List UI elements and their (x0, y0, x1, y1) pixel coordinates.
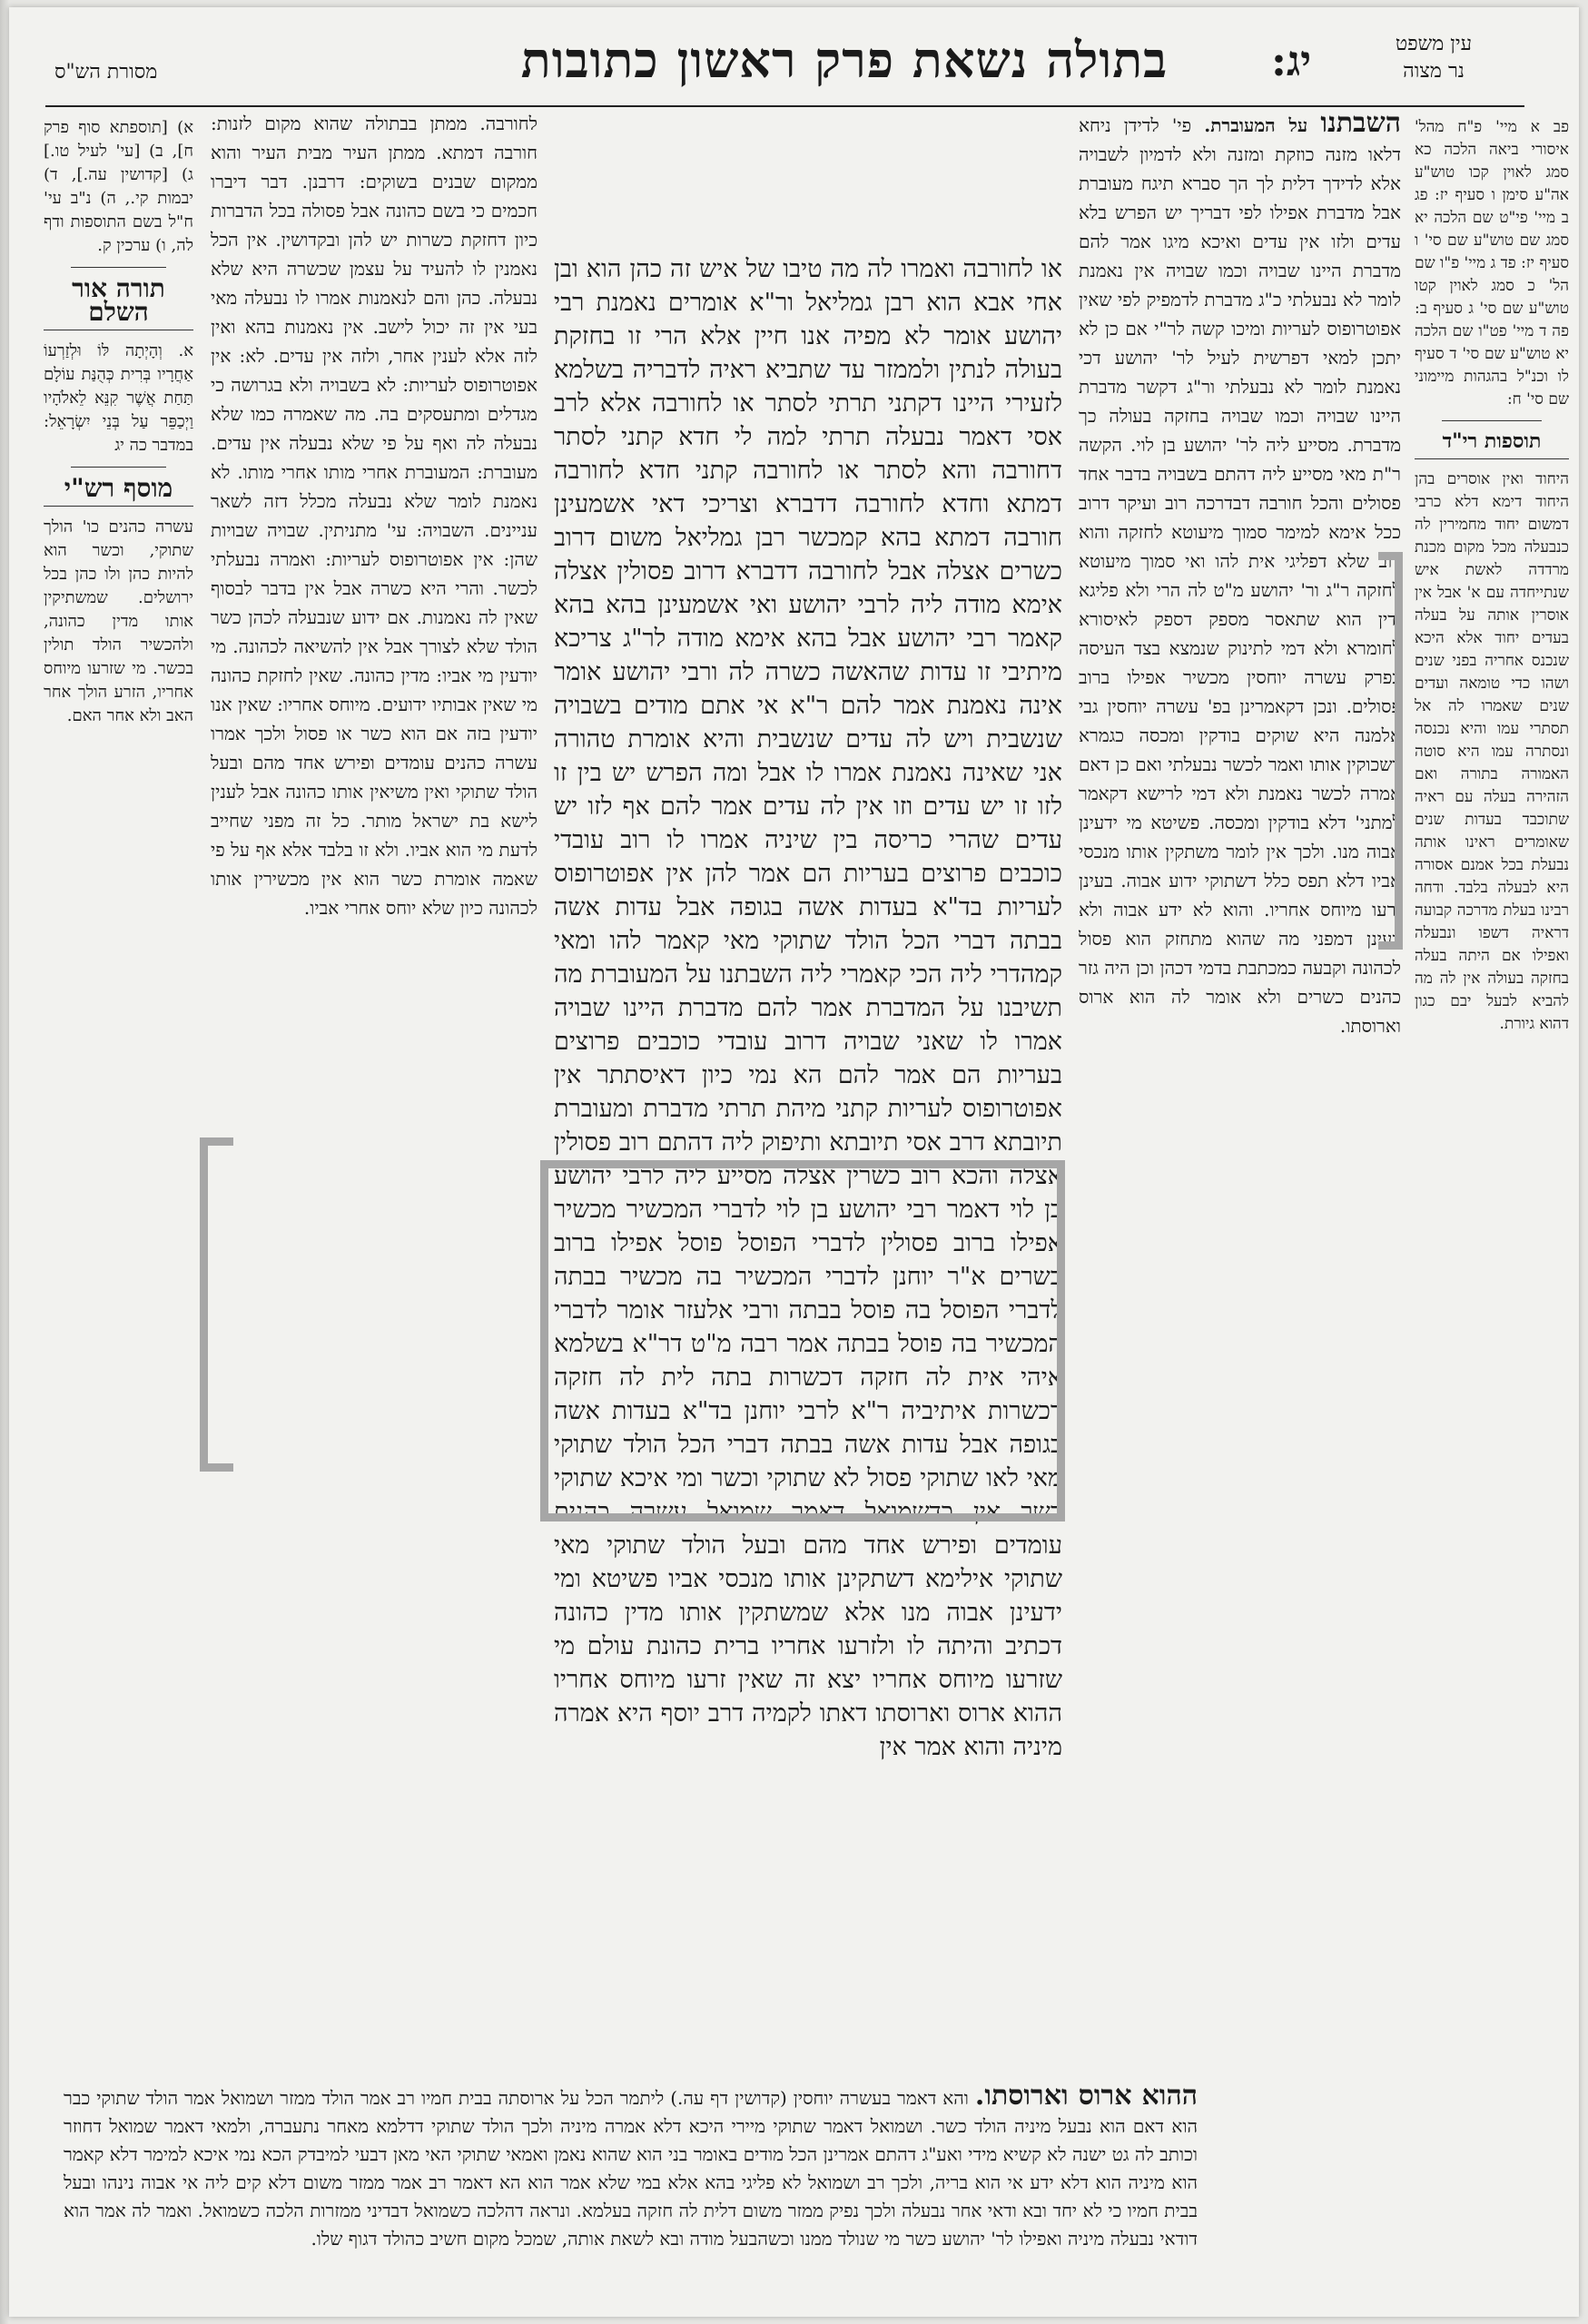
divider (71, 267, 166, 268)
ein-mishpat-text: פב א מיי' פ"ח מהל' איסורי ביאה הלכה כא סמג לאוין קכו טוש"ע אה"ע סימן ו סעיף יז: פג ב מיי' פי"ט שם הלכה יא סמג שם טוש"ע שם סי' ו סעיף יז: פד ג מיי' פ"ו שם הל' כ סמג לאוין קטו טוש"ע שם סי' ג סעיף ב: פה ד מיי' פט"ו שם הלכה יא טוש"ע שם סי' ד סעיף לו וכנ"ל בהגהות מיימוני שם סי' ח: (1415, 118, 1569, 409)
bottom-commentary (64, 2082, 1198, 2253)
right-margin-column (1415, 116, 1569, 2068)
gemara-column (554, 252, 1062, 2059)
commentary-lead-rest: על המעוברת. (1204, 114, 1308, 136)
highlight-box-gemara (540, 1160, 1065, 1521)
page-title: בתולה נשאת פרק ראשון כתובות (520, 31, 1169, 89)
page-header (45, 24, 1524, 107)
commentary-left-column (211, 109, 538, 2061)
torah-or-text: א. וְהָיְתָה לּוֹ וּלְזַרְעוֹ אַחֲרָיו בְּרִית כְּהֻנַּת עוֹלָם תַּחַת אֲשֶׁר קִנֵּא לֵאלֹהָיו וַיְכַפֵּר עַל בְּנֵי יִשְׂרָאֵל: במדבר כה יג (44, 341, 193, 455)
commentary-right-column (1079, 109, 1401, 2061)
ein-mishpat-label-line1: עין משפט (1395, 33, 1473, 55)
masoret-label: מסורת הש"ס (54, 61, 158, 84)
ein-mishpat-label-line2: נר מצוה (1403, 60, 1465, 83)
commentary-left-text: לחורבה. ממתן בבתולה שהוא מקום לזנות: חורבה דמתא. ממתן העיר מבית העיר והוא ממקום שבנים בשוקים: דרבנן. דבר דיברו חכמים כי בשם כהונה אבל פסולה בכל הדברות כיון דחזקת כשרות יש להן ובקדושין. אין הכל נאמנין לו להעיד על עצמן שכשרה היא שלא נבעלה. כהן והם לנאמנות אמרו לו נבעלה מאי בעי אין זה יכול לישב. אין נאמנות בהא ואין לזה אלא לענין אחר, ולזה אין עדים. לא: אין אפוטרופוס לעריות: לא בשבויה ולא בגרושה כי מגדלים ומתעסקים בה. מה שאמרה כמו שלא נבעלה לה ואף על פי שלא נבעלה אין עדים. מעוברת: המעוברת אחרי מותו אחרי מותו. לא נאמנת לומר שלא נבעלה מכלל דזה לשאר עניינים. השבויה: עי' מתניתין. שבויה שבויות שהן: אין אפוטרופוס לעריות: ואמרה נבעלתי לכשר. והרי היא כשרה אבל אין בדבר לבסוף שאין לה נאמנות. אם ידוע שנבעלה לכהן כשר הולד שלא לצורך אבל אין להשיאה לכהונה. מי יודעין מי אביו: מדין כהונה. שאין לחזקת כהונה מי שאין אבותיו ידועים. מיוחס אחריו: שאין אנו יודעין בזה אם הוא כשר או פסול ולכך אמרו עשרה כהנים עומדים ופירש אחד מהם ובעל הולד שתוקי ואין משיאין אותו כהונה אבל לענין לישא בת ישראל מותר. כל זה מפני שחייב לדעת מי הוא אביו. ולא זו בלבד אלא אף על פי שאמה אומרת כשר הוא אין מכשירין אותו לכהונה כיון שלא יוחס אחרי אביו. (211, 113, 538, 919)
folio-number: יג: (1271, 36, 1312, 85)
divider (71, 467, 166, 468)
tosafot-rid-text: היחוד ואין אוסרים בהן היחוד דימא דלא כרבי דמשום יחוד מחמירין לה כנבעלה מכל מקום מכנת מרדדה לאשת איש שנתייחדה עם א' אבל אין אוסרין אותה על בעלה בעדים יחוד אלא היכא שנכנס אחריה בפני שנים ושהו כדי טומאה ועדים שנים שאמרו לה אל תסתרי עמו והיא נכנסה ונסתרה עמו היא סוטה האמורה בתורה ואם הזהירה בעלה עם ראיה שתוכבד בעדות שנים שאומרים ראינו אותה נבעלת בכל אמנם אסורה היא לבעלה בלבד. ודחה רבינו בעלת מדרכה קבועה דראיה דשפו ונבעלה ואפילו אם היתה בעלה בחזקה בעולה אין לה מה להביא לבעל יבם כגון דהוא גיורת. (1415, 470, 1569, 1033)
bottom-commentary-lead: ההוא ארוס וארוסתו. (974, 2080, 1198, 2112)
highlight-bracket-right (1378, 552, 1403, 950)
page-edge-shadow (0, 0, 9, 2324)
masoret-hashas-text: א) [תוספתא סוף פרק ח], ב) [עי' לעיל טו.] ג) [קדושין עה.], ד) יבמות קי., ה) נ"ב עי' ח"ל בשם התוספות ודף לה, ו) ערכין ק. (44, 118, 193, 255)
divider (1442, 420, 1542, 421)
commentary-lead-word: השבתנו (1320, 109, 1401, 139)
torah-or-title: תורה אור השלם (44, 277, 193, 330)
musaf-rashi-text: עשרה כהנים כו' הולך שתוקי, וכשר הוא להיות כהן ולו כהן בכל ירושלים. שמשתיקין אותו מדין כהונה, ולהכשיר הולד תולין בכשר. מי שזרעו מיוחס אחריו, הזרע הולך אחר האב ולא אחר האם. (44, 517, 193, 725)
highlight-bracket-left (200, 1137, 233, 1472)
gemara-text: או לחורבה ואמרו לה מה טיבו של איש זה כהן הוא ובן אחי אבא הוא רבן גמליאל ור"א אומרים נאמנת רבי יהושע אומר לא מפיה אנו חיין אלא הרי זו בחזקת בעולה לנתין ולממזר עד שתביא ראיה לדבריה בשלמא לזעירי היינו דקתני תרתי לסתר או לחורבה אלא לרב אסי דאמר נבעלה תרתי למה לי חדא קתני לסתר דחורבה והא לסתר או לחורבה קתני חדא לחורבה דמתא וחדא לחורבה דדברא וצריכי דאי אשמעינן חורבה דמתא בהא קמכשר רבן גמליאל משום דרוב כשרים אצלה אבל לחורבה דדברא דרוב פסולין אצלה אימא מודה ליה לרבי יהושע ואי אשמעינן בהא בהא קאמר רבי יהושע אבל בהא אימא מודה לר"ג צריכא מיתיבי זו עדות שהאשה כשרה לה ורבי יהושע אומר אינה נאמנת אמר להם ר"א אי אתם מודים בשבויה שנשבית ויש לה עדים שנשבית והיא אומרת טהורה אני שאינה נאמנת אמרו לו אבל ומה הפרש יש בין זו לזו זו יש עדים וזו אין לה עדים אמר להם אף לזו יש עדים שהרי כריסה בין שיניה אמרו לו רוב עובדי כוכבים פרוצים בעריות הם אמר להן אין אפוטרופוס לעריות בד"א בעדות אשה בגופה אבל עדות אשה בבתה דברי הכל הולד שתוקי מאי קאמר להו ומאי קמהדרי ליה הכי קאמרי ליה השבתנו על המעוברת מה תשיבנו על המדברת אמר להם מדברת היינו שבויה אמרו לו שאני שבויה דרוב עובדי כוכבים פרוצים בעריות הם אמר להם הא נמי כיון דאיסתתר אין אפוטרופוס לעריות קתני מיהת תרתי מדברת ומעוברת תיובתא דרב אסי תיובתא ותיפוק ליה דהתם רוב פסולין אצלה והכא רוב כשרין אצלה מסייע ליה לרבי יהושע בן לוי דאמר רבי יהושע בן לוי לדברי המכשיר מכשיר אפילו ברוב פסולין לדברי הפוסל פוסל אפילו ברוב כשרים א"ר יוחנן לדברי המכשיר בה מכשיר בבתה לדברי הפוסל בה פוסל בבתה ורבי אלעזר אומר לדברי המכשיר בה פוסל בבתה אמר רבה מ"ט דר"א בשלמא איהי אית לה חזקה דכשרות בתה לית לה חזקה דכשרות איתיביה ר"א לרבי יוחנן בד"א בעדות אשה בגופה אבל עדות אשה בבתה דברי הכל הולד שתוקי מאי לאו שתוקי פסול לא שתוקי וכשר ומי איכא שתוקי כשר אין כדשמואל דאמר שמואל עשרה כהנים עומדים ופירש אחד מהם ובעל הולד שתוקי מאי שתוקי אילימא דשתקינן אותו מנכסי אביו פשיטא ומי ידעינן אבוה מנו אלא שמשתקין אותו מדין כהונה דכתיב והיתה לו ולזרעו אחריו ברית כהונת עולם מי שזרעו מיוחס אחריו יצא זה שאין זרעו מיוחס אחריו ההוא ארוס וארוסתו דאתו לקמיה דרב יוסף היא אמרה מיניה והוא אמר אין (554, 255, 1062, 1761)
commentary-right-text: פי' לדידן ניחא דלאו מזנה כוזקת ומזנה ולא לדמיון לשבויה אלא לדידך דלית לך הך סברא תיגח מעוברת אבל מדברת אפילו לפי דבריך יש הפרש בלא עדים ולזו אין עדים ואיכא מיגו אמר להם מדברת היינו שבויה וכמו שבויה אין נאמנת לומר לא נבעלתי כ"ג מדברת לדמפיק לפי שאין אפוטרופוס לעריות ומיכו קשה לר"י אם כן לא יתכן למאי דפרשית לעיל לר' יהושע דכי נאמנת לומר לא נבעלתי ור"ג דקשר מדברת היינו שבויה וכמו שבויה בחזקה בעולה כך מדברת. מסייע ליה לר' יהושע בן לוי. הקשה ר"ת מאי מסייע ליה דהתם בשבויה בדבר אחד פסולים והכל חורבה דבדרכה רוב ועיקר דרוב ככל אימא למימר סמוך מיעוטא לחזקה והוא רוב שלא דפליגי אית להו ואי סמוך מיעוטא לחזקה ר"ג ור' יהושע מ"ט לה הרי ולא פליגא ודין הוא שתאסר מספק דספק לאיסורא לחומרא ולא דמי לתינוק שנמצא בצד העיסה בפרק עשרה יוחסין מכשיר אפילו ברוב פסולים. ונכן דקאמרינן בפ' עשרה יוחסין גבי אלמנה היא שוקים בודקין ומכסה כגמרא דשכוקין אותו ואמר לכשר נבעלתי ואם כן דאם אמרה לכשר נאמנת ולא דמי לרישא דקאמר למתני' דלא בודקין ומכסה. פשיטא מי ידעינן אבוה מנו. ולכך אין לומר משתקין אותו מנכסי אביו דלא תפס כלל דשתוקי ידוע אבוה. בעינן זרעו מיוחס אחריו. והוא לא ידע אבוה ולא בעינן דמפני מה שהוא מתחזק הוא פסול לכהונה וקבעה כמכתבת בדמי דכהן וכן היה גזר כהנים כשרים ולא אומר לה הוא ארוס וארוסתו. (1079, 114, 1401, 1037)
left-margin-column (44, 116, 193, 1296)
musaf-rashi-title: מוסף רש"י (44, 477, 193, 507)
ein-mishpat-label (1343, 31, 1524, 85)
bottom-commentary-text: והא דאמר בעשרה יוחסין (קדושין דף עה.) ליתמר הכל על ארוסתה בבית חמיו רב אמר הולד ממזר ושמואל אמר הולד שתוקי כבר הוא דאם הוא נבעל מיניה הולד כשר. ושמואל דאמר שתוקי מיירי היכא דלא אמרה מיניה ולכך הולד שתוקי דדלמא מאחר נתעברה, ולמאי דאמר שמואל דחוזר וכותב לה גט ישנה לא קשיא מידי ואע"ג דהתם אמרינן הכל מודים באומר בני הוא שהוא נאמן ואמאי שתוקי האי מאן דבעי למיבדק הכא נמי איכא למימר דלא קאמר הוא מיניה הוא דלא ידע אי הוא בריה, ולכך רב ושמואל לא פליגי בהא אלא במי שלא אמר הוא הא דאמר רב אמר ממזר משום דלא קים ליה אי אבוה נינהו ובעל בבית חמיו כי לא יחד ובא ודאי אחר נבעלה ולכך נפיק ממזר משום דלית לה חזקה בעלמא. ונראה דהלכה כשמואל דבדיני ממזרות הלכה כשמואל. ואמר לה אמר הוא דודאי נבעלה מיניה ואפילו לר' יהושע כשר מי שנולד ממנו וכשהבעל מודה ובא לשאת אותה, שמכל מקום חשיב כהולד דגוף שלו. (64, 2087, 1198, 2250)
talmud-page (9, 7, 1579, 2317)
tosafot-rid-title: תוספות רי"ד (1415, 430, 1569, 459)
